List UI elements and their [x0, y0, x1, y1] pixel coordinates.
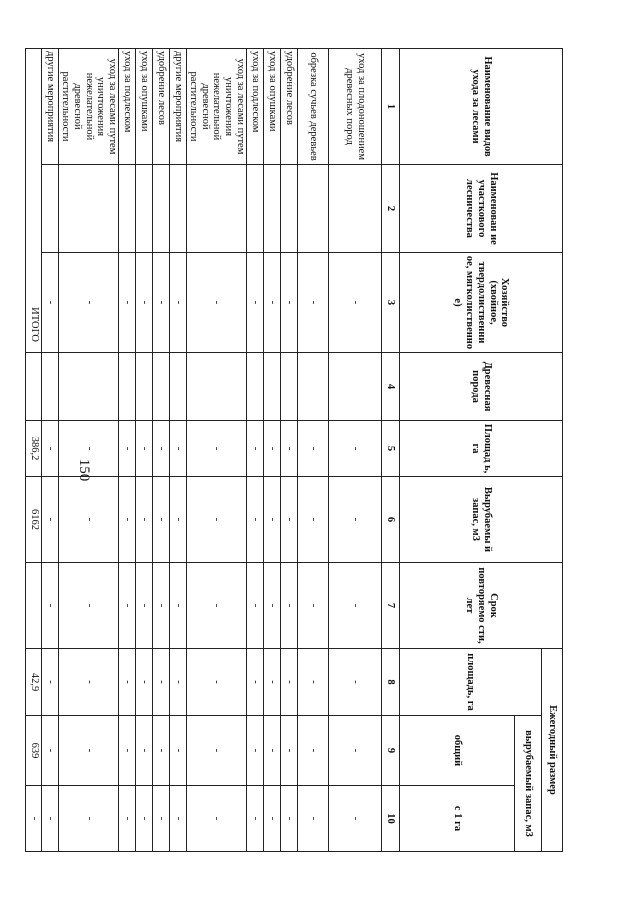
- table-cell: [329, 353, 382, 421]
- table-row: [187, 49, 247, 852]
- table-cell: -: [153, 716, 170, 786]
- total-cell: 6162: [26, 477, 42, 563]
- table-cell: -: [298, 253, 329, 353]
- table-cell: -: [153, 253, 170, 353]
- table-cell: -: [281, 563, 298, 649]
- col-header: Хозяйство (хвойное, твердолиственни ое, мягколиственно е): [400, 253, 563, 353]
- forest-care-table: [26, 48, 564, 852]
- table-cell: -: [264, 477, 281, 563]
- table-row: [170, 49, 187, 852]
- total-cell: 42,9: [26, 649, 42, 716]
- table-cell: -: [187, 477, 247, 563]
- column-number: 5: [382, 421, 400, 477]
- care-type-cell: уход за лесами путем уничтожения нежелательной древесной растительности: [187, 49, 247, 165]
- col-header: Древесная порода: [400, 353, 563, 421]
- table-cell: -: [136, 563, 153, 649]
- table-cell: -: [59, 421, 119, 477]
- table-cell: [119, 165, 136, 253]
- table-cell: -: [42, 649, 59, 716]
- table-cell: -: [329, 253, 382, 353]
- table-cell: -: [187, 421, 247, 477]
- table-cell: -: [42, 716, 59, 786]
- care-type-cell: другие мероприятия: [170, 49, 187, 165]
- table-cell: -: [153, 563, 170, 649]
- table-cell: [170, 353, 187, 421]
- table-cell: -: [59, 563, 119, 649]
- table-cell: -: [136, 716, 153, 786]
- table-cell: [170, 165, 187, 253]
- column-number: 3: [382, 253, 400, 353]
- table-cell: -: [170, 786, 187, 852]
- table-cell: -: [170, 563, 187, 649]
- table-cell: -: [281, 649, 298, 716]
- care-type-cell: уход за плодоношением древесных пород: [329, 49, 382, 165]
- column-number: 2: [382, 165, 400, 253]
- table-cell: -: [281, 421, 298, 477]
- table-cell: -: [298, 716, 329, 786]
- table-cell: [59, 353, 119, 421]
- total-cell: -: [26, 786, 42, 852]
- care-type-cell: обрезка сучьев деревьев: [298, 49, 329, 165]
- table-cell: -: [247, 253, 264, 353]
- table-cell: [298, 165, 329, 253]
- table-cell: [119, 353, 136, 421]
- table-cell: [281, 353, 298, 421]
- table-cell: -: [329, 649, 382, 716]
- table-cell: [264, 165, 281, 253]
- column-number: 10: [382, 786, 400, 852]
- table-row: [264, 49, 281, 852]
- table-cell: -: [170, 649, 187, 716]
- care-type-cell: удобрение лесов: [153, 49, 170, 165]
- col-header: Площад ь, га: [400, 421, 563, 477]
- table-cell: -: [281, 786, 298, 852]
- table-cell: -: [264, 649, 281, 716]
- table-cell: [298, 353, 329, 421]
- table-cell: -: [329, 716, 382, 786]
- table-cell: -: [264, 786, 281, 852]
- table-cell: -: [247, 477, 264, 563]
- table-cell: -: [59, 716, 119, 786]
- table-row: [281, 49, 298, 852]
- table-cell: -: [247, 716, 264, 786]
- table-cell: -: [42, 563, 59, 649]
- table-row: [119, 49, 136, 852]
- table-cell: -: [264, 563, 281, 649]
- subgroup-header: вырубаемый запас, м3: [515, 716, 542, 852]
- care-type-cell: удобрение лесов: [281, 49, 298, 165]
- column-number: 8: [382, 649, 400, 716]
- table-cell: -: [247, 421, 264, 477]
- table-cell: -: [59, 477, 119, 563]
- table-cell: -: [119, 421, 136, 477]
- table-cell: -: [329, 421, 382, 477]
- table-row: [329, 49, 382, 852]
- table-cell: -: [119, 786, 136, 852]
- table-cell: [187, 165, 247, 253]
- table-cell: -: [187, 716, 247, 786]
- table-cell: -: [170, 421, 187, 477]
- col-header: Наименован ие участкового лесничества: [400, 165, 563, 253]
- table-cell: -: [136, 477, 153, 563]
- total-cell: 639: [26, 716, 42, 786]
- table-cell: -: [42, 253, 59, 353]
- table-cell: -: [153, 477, 170, 563]
- table-cell: -: [170, 716, 187, 786]
- care-type-cell: уход за подлеском: [119, 49, 136, 165]
- col-header: с 1 га: [400, 786, 515, 852]
- table-cell: -: [247, 786, 264, 852]
- table-cell: -: [119, 716, 136, 786]
- col-header: Вырубаемы й запас, м3: [400, 477, 563, 563]
- table-cell: -: [187, 563, 247, 649]
- table-cell: [247, 353, 264, 421]
- column-number-row: [382, 49, 400, 852]
- table-cell: -: [298, 421, 329, 477]
- column-number: 9: [382, 716, 400, 786]
- column-number: 4: [382, 353, 400, 421]
- table-cell: -: [298, 649, 329, 716]
- group-header: Ежегодный размер: [542, 649, 563, 852]
- table-cell: [153, 353, 170, 421]
- table-cell: -: [59, 253, 119, 353]
- table-cell: -: [264, 253, 281, 353]
- table-cell: [329, 165, 382, 253]
- table-cell: -: [119, 253, 136, 353]
- table-cell: -: [281, 716, 298, 786]
- table-cell: -: [264, 421, 281, 477]
- table-row: [298, 49, 329, 852]
- total-cell: [26, 353, 42, 421]
- care-type-cell: другие мероприятия: [42, 49, 59, 165]
- care-type-cell: уход за подлеском: [247, 49, 264, 165]
- table-cell: -: [329, 786, 382, 852]
- total-row: [26, 49, 42, 852]
- table-row: [247, 49, 264, 852]
- column-number: 6: [382, 477, 400, 563]
- table-cell: -: [136, 421, 153, 477]
- table-cell: [136, 165, 153, 253]
- table-cell: [187, 353, 247, 421]
- table-cell: [42, 353, 59, 421]
- care-type-cell: уход за опушками: [136, 49, 153, 165]
- table-cell: [281, 165, 298, 253]
- table-row: [136, 49, 153, 852]
- table-cell: -: [298, 563, 329, 649]
- col-header: площадь, га: [400, 649, 542, 716]
- table-cell: -: [42, 421, 59, 477]
- table-cell: -: [42, 477, 59, 563]
- care-type-cell: уход за опушками: [264, 49, 281, 165]
- table-cell: [153, 165, 170, 253]
- table-cell: -: [59, 786, 119, 852]
- col-header: Наименование видов ухода за лесами: [400, 49, 563, 165]
- care-type-cell: уход за лесами путем уничтожения нежелательной древесной растительности: [59, 49, 119, 165]
- table-cell: [59, 165, 119, 253]
- table-cell: -: [264, 716, 281, 786]
- total-label: ИТОГО: [26, 49, 42, 353]
- table-cell: -: [119, 563, 136, 649]
- table-cell: -: [42, 786, 59, 852]
- header-row-group: [542, 49, 563, 852]
- total-cell: 386,2: [26, 421, 42, 477]
- table-cell: -: [153, 421, 170, 477]
- table-cell: [42, 165, 59, 253]
- table-cell: -: [298, 477, 329, 563]
- table-cell: -: [281, 477, 298, 563]
- table-cell: -: [329, 563, 382, 649]
- table-cell: -: [153, 786, 170, 852]
- table-cell: -: [170, 477, 187, 563]
- table-cell: -: [187, 649, 247, 716]
- column-number: 1: [382, 49, 400, 165]
- table-cell: -: [187, 786, 247, 852]
- col-header: общий: [400, 716, 515, 786]
- table-cell: -: [170, 253, 187, 353]
- table-cell: -: [136, 649, 153, 716]
- column-number: 7: [382, 563, 400, 649]
- table-cell: -: [136, 786, 153, 852]
- table-cell: -: [187, 253, 247, 353]
- table-cell: -: [247, 649, 264, 716]
- table-cell: -: [136, 253, 153, 353]
- table-cell: -: [119, 477, 136, 563]
- table-cell: [247, 165, 264, 253]
- table-cell: -: [281, 253, 298, 353]
- table-cell: -: [153, 649, 170, 716]
- table-cell: -: [247, 563, 264, 649]
- table-cell: [264, 353, 281, 421]
- page-number: 150: [76, 458, 92, 482]
- col-header: Срок повторяемо сти, лет: [400, 563, 563, 649]
- total-cell: [26, 563, 42, 649]
- table-cell: -: [119, 649, 136, 716]
- table-row: [153, 49, 170, 852]
- table-cell: -: [298, 786, 329, 852]
- table-cell: -: [59, 649, 119, 716]
- table-cell: [136, 353, 153, 421]
- table-cell: -: [329, 477, 382, 563]
- table-row: [42, 49, 59, 852]
